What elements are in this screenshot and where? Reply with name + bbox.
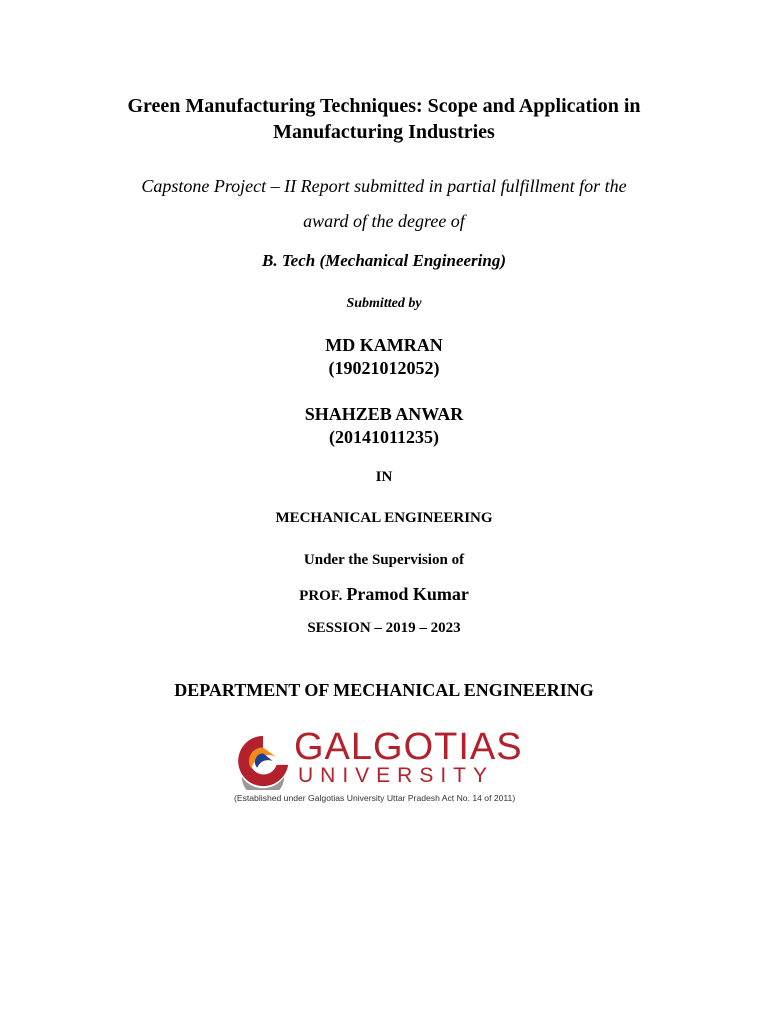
student-2-name: SHAHZEB ANWAR	[304, 404, 464, 424]
student-1	[0, 334, 768, 380]
submitted-by-label: Submitted by	[346, 296, 422, 311]
student-2-roll: (20141011235)	[329, 427, 439, 447]
report-subtitle-line-2: award of the degree of	[303, 211, 465, 231]
discipline-name: MECHANICAL ENGINEERING	[275, 510, 493, 526]
university-emblem-icon	[234, 732, 292, 790]
logo-established-note: (Established under Galgotias University Uttar Pradesh Act No. 14 of 2011)	[234, 793, 516, 803]
report-title-line-1: Green Manufacturing Techniques: Scope and Application in	[127, 95, 641, 117]
university-logo	[228, 727, 538, 809]
logo-name: GALGOTIAS	[294, 726, 523, 768]
supervisor	[0, 584, 768, 605]
in-label: IN	[375, 469, 393, 485]
supervisor-title: PROF.	[299, 588, 343, 604]
report-subtitle-line-1: Capstone Project – II Report submitted in partial fulfillment for the	[141, 176, 627, 196]
supervisor-name: Pramod Kumar	[346, 584, 469, 604]
report-title-line-2: Manufacturing Industries	[273, 121, 495, 143]
session-years: SESSION – 2019 – 2023	[307, 620, 461, 636]
student-1-name: MD KAMRAN	[325, 335, 443, 355]
supervision-label: Under the Supervision of	[303, 552, 465, 568]
report-title	[0, 93, 768, 145]
degree-name: B. Tech (Mechanical Engineering)	[262, 251, 506, 270]
report-subtitle	[0, 169, 768, 239]
department-name: DEPARTMENT OF MECHANICAL ENGINEERING	[174, 680, 594, 700]
student-1-roll: (19021012052)	[328, 358, 440, 378]
logo-subname: UNIVERSITY	[298, 764, 495, 787]
student-2	[0, 403, 768, 449]
